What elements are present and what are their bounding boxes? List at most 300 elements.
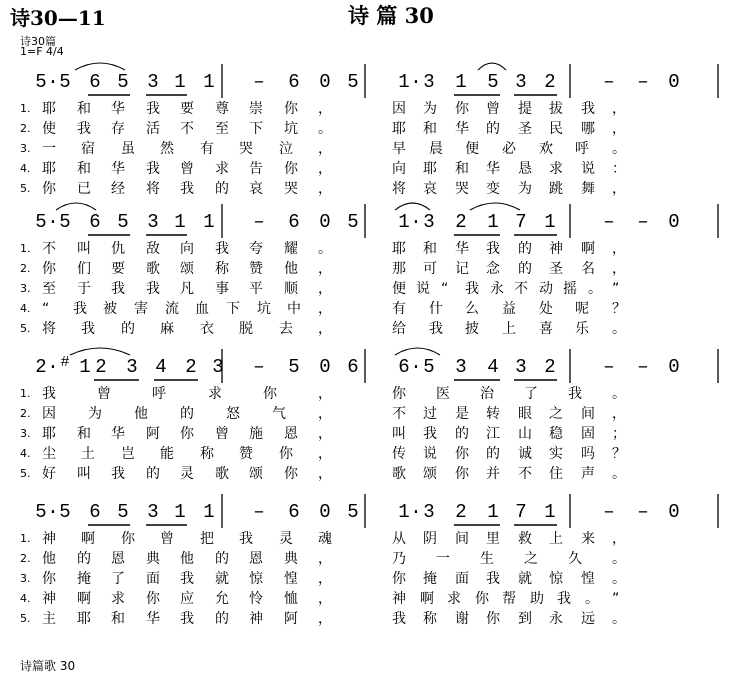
note: 0 [319,501,331,523]
augmentation-dot: · [47,71,59,93]
note: 3 [147,211,159,233]
lyric-char: 远 [581,611,595,627]
note: 1 [203,501,215,523]
lyric-char: 我 [180,611,194,627]
lyric-char: 我 [146,101,160,117]
lyric-char: 呢 [575,301,589,317]
lyric-char: 麻 [160,321,174,337]
lyric-char: 要 [111,261,125,277]
lyric-char: 的 [486,121,500,137]
lyric-char: 啊 [77,591,91,607]
lyric-char: 和 [111,611,125,627]
verse-number: 2. [20,122,31,135]
verse-number: 2. [20,407,31,420]
lyric-char: 面 [455,571,469,587]
verse-number: 1. [20,102,31,115]
lyric-char: 存 [111,121,125,137]
lyric-char: ， [318,446,332,462]
lyric-char: ， [318,426,332,442]
lyric-char: ， [318,571,332,587]
verse-number: 5. [20,467,31,480]
lyric-char: 称 [215,261,229,277]
lyric-char: 不 [518,466,532,482]
slur [395,348,440,355]
augmentation-dot: · [47,501,59,523]
note: – [603,356,615,378]
note: 5 [347,211,359,233]
lyric-char: 神 [249,611,263,627]
lyric-char: 你 [284,161,298,177]
lyric-char: 称 [423,611,437,627]
lyric-char: 声 [581,466,595,482]
lyric-char: 他 [42,551,56,567]
lyric-char: 他 [134,406,148,422]
lyric-char: 。 [612,386,626,402]
augmentation-dot: · [47,356,59,378]
lyric-char: 为 [423,101,437,117]
lyric-char: 因 [42,406,56,422]
note: 5 [347,71,359,93]
verse-number: 3. [20,572,31,585]
lyric-char: 赞 [239,446,253,462]
note: 3 [147,71,159,93]
note: 2 [544,356,556,378]
lyric-char: 哀 [249,181,263,197]
note: 5 [487,71,499,93]
lyric-char: 。 [612,571,626,587]
lyric-char: ” [612,591,620,607]
verse-number: 5. [20,612,31,625]
lyric-char: 提 [518,101,532,117]
lyric-char: 的 [146,466,160,482]
lyric-char: 转 [486,406,500,422]
sharp-sign: # [60,354,70,371]
lyric-char: 崇 [249,101,263,117]
lyric-char: 和 [423,241,437,257]
verse-number: 4. [20,447,31,460]
lyric-char: 那 [392,261,406,277]
lyric-char: 你 [121,531,135,547]
lyric-char: 谢 [455,611,469,627]
lyric-line [0,280,748,300]
lyric-char: 敌 [146,241,160,257]
lyric-char: 医 [436,386,450,402]
lyric-char: 我 [486,571,500,587]
lyric-char: 下 [226,301,240,317]
lyric-char: 之 [549,406,563,422]
lyric-char: 惊 [249,571,263,587]
lyric-char: 你 [455,466,469,482]
lyric-char: 我 [239,531,253,547]
lyric-char: 叫 [77,241,91,257]
note: 1 [455,71,467,93]
lyric-char: 住 [549,466,563,482]
lyric-char: 我 [146,161,160,177]
verse-number: 2. [20,262,31,275]
lyric-char: 怒 [226,406,240,422]
lyric-char: 山 [518,426,532,442]
lyric-char: 和 [77,101,91,117]
lyric-char: 掩 [423,571,437,587]
note: 1 [398,501,410,523]
lyric-char: ， [612,181,626,197]
lyric-char: 歌 [146,261,160,277]
note: 3 [147,501,159,523]
lyric-line [0,425,748,445]
lyric-char: 颂 [249,466,263,482]
lyric-char: 应 [180,591,194,607]
lyric-char: 华 [486,161,500,177]
augmentation-dot: · [410,211,422,233]
lyric-char: 惶 [581,571,595,587]
lyric-char: ， [318,386,332,402]
lyric-char: 来 [581,531,595,547]
lyric-char: 去 [279,321,293,337]
lyric-char: 使 [42,121,56,137]
note: 5 [35,501,47,523]
lyric-char: 耶 [42,101,56,117]
lyric-line [0,100,748,120]
lyric-char: 是 [455,406,469,422]
lyric-char: 华 [455,241,469,257]
lyric-char: ， [318,406,332,422]
note: – [253,71,265,93]
note: 7 [515,501,527,523]
lyric-char: 我 [73,301,87,317]
note: – [253,211,265,233]
note: 5 [117,501,129,523]
lyric-char: 华 [455,121,469,137]
note: 1 [487,211,499,233]
note: 5 [35,211,47,233]
lyric-char: 为 [518,181,532,197]
lyric-char: 么 [465,301,479,317]
lyric-char: 的 [215,611,229,627]
lyric-char: ， [318,181,332,197]
lyric-line [0,300,748,320]
lyric-char: 活 [146,121,160,137]
lyric-char: 你 [279,446,293,462]
psalm-label: 诗30篇 [20,35,56,48]
lyric-char: 泣 [279,141,293,157]
lyric-char: 并 [486,466,500,482]
lyric-char: 向 [392,161,406,177]
slur [470,203,520,210]
note: 6 [288,501,300,523]
lyric-char: 歌 [215,466,229,482]
lyric-char: 施 [249,426,263,442]
note: 5 [423,356,435,378]
lyric-char: 阴 [423,531,437,547]
lyric-char: 。 [585,591,599,607]
lyric-char: 间 [455,531,469,547]
lyric-char: 尊 [215,101,229,117]
lyric-char: 我 [146,281,160,297]
lyric-char: 于 [77,281,91,297]
lyric-char: ， [612,241,626,257]
lyric-char: 灵 [180,466,194,482]
note: 1 [174,211,186,233]
lyric-char: 哪 [581,121,595,137]
lyric-char: 事 [215,281,229,297]
note: 0 [668,71,680,93]
lyric-char: 凡 [180,281,194,297]
lyric-char: 给 [392,321,406,337]
lyric-line [0,445,748,465]
lyric-char: 曾 [180,161,194,177]
lyric-char: 诚 [518,446,532,462]
note: – [637,501,649,523]
page-title: 诗 篇 30 [348,3,434,28]
lyric-char: 。 [612,611,626,627]
note: 0 [668,211,680,233]
lyric-char: 治 [480,386,494,402]
lyric-char: 念 [486,261,500,277]
lyric-char: 。 [318,121,332,137]
lyric-char: 就 [518,571,532,587]
lyric-char: 眼 [518,406,532,422]
lyric-char: 已 [77,181,91,197]
lyric-char: “ [441,281,449,297]
verse-number: 4. [20,592,31,605]
note: 1 [203,71,215,93]
lyric-char: 坑 [257,301,271,317]
note: 1 [174,71,186,93]
lyric-char: 帮 [502,591,516,607]
lyric-char: 有 [392,301,406,317]
footer-caption: 诗篇歌 30 [20,659,76,673]
slur [70,348,130,355]
lyric-char: 披 [465,321,479,337]
lyric-char: 恤 [284,591,298,607]
lyric-char: ， [612,121,626,137]
note: 5 [59,501,71,523]
lyric-char: 岂 [121,446,135,462]
lyric-char: 了 [111,571,125,587]
lyric-char: 求 [549,161,563,177]
lyric-char: 我 [215,241,229,257]
lyric-char: 说 [423,446,437,462]
lyric-char: 哭 [284,181,298,197]
lyric-char: 的 [486,446,500,462]
verse-number: 4. [20,162,31,175]
lyric-char: 曾 [97,386,111,402]
lyric-char: 耀 [284,241,298,257]
lyric-char: 典 [284,551,298,567]
note: 1 [487,501,499,523]
lyric-char: 生 [480,551,494,567]
lyric-line [0,530,748,550]
lyric-char: 跳 [549,181,563,197]
note: 5 [288,356,300,378]
lyric-char: 我 [486,241,500,257]
note: 1 [398,211,410,233]
lyric-char: 永 [490,281,504,297]
lyric-char: 不 [514,281,528,297]
lyric-char: 永 [549,611,563,627]
note: 6 [398,356,410,378]
lyric-char: 救 [518,531,532,547]
song-number-title: 诗30—11 [10,6,106,30]
key-meter: 1=F 4/4 [20,45,64,58]
lyric-char: 和 [455,161,469,177]
lyric-char: 的 [518,241,532,257]
lyric-char: 的 [455,426,469,442]
lyric-char: 舞 [581,181,595,197]
verse-number: 1. [20,387,31,400]
lyric-char: ， [318,591,332,607]
lyric-char: 晨 [429,141,443,157]
lyric-char: 尘 [42,446,56,462]
lyric-char: 宿 [81,141,95,157]
lyric-char: 圣 [518,121,532,137]
lyric-char: 赞 [249,261,263,277]
lyric-line [0,570,748,590]
augmentation-dot: · [410,356,422,378]
note: 6 [89,501,101,523]
lyric-char: ， [318,261,332,277]
lyric-char: 上 [502,321,516,337]
note: 2 [455,501,467,523]
note: 6 [288,211,300,233]
note: 2 [95,356,107,378]
lyric-line [0,590,748,610]
lyric-char: 呼 [575,141,589,157]
lyric-char: ： [612,161,626,177]
lyric-line [0,550,748,570]
lyric-char: 曾 [215,426,229,442]
note: 6 [89,71,101,93]
slur [56,203,96,210]
lyric-char: 便 [465,141,479,157]
lyric-char: 拔 [549,101,563,117]
lyric-char: 喜 [539,321,553,337]
note: 0 [668,356,680,378]
lyric-char: 把 [200,531,214,547]
lyric-char: 我 [429,321,443,337]
note: 0 [319,71,331,93]
note: 5 [59,211,71,233]
lyric-char: 允 [215,591,229,607]
slur [395,203,430,210]
note: – [603,501,615,523]
lyric-char: ？ [612,301,626,317]
lyric-char: 恳 [518,161,532,177]
lyric-line [0,385,748,405]
verse-number: 3. [20,142,31,155]
note: 5 [117,211,129,233]
lyric-char: ， [318,141,332,157]
note: – [603,211,615,233]
augmentation-dot: · [410,71,422,93]
lyric-char: 恩 [249,551,263,567]
note: 3 [423,501,435,523]
lyric-char: 歌 [392,466,406,482]
verse-number: 3. [20,427,31,440]
lyric-char: 至 [42,281,56,297]
note: – [637,356,649,378]
note: – [637,211,649,233]
lyric-char: 民 [549,121,563,137]
note: 4 [155,356,167,378]
lyric-char: 我 [423,426,437,442]
lyric-char: ， [612,531,626,547]
lyric-char: 我 [81,321,95,337]
lyric-char: 江 [486,426,500,442]
lyric-char: 的 [121,321,135,337]
lyric-char: 你 [284,466,298,482]
lyric-char: 我 [392,611,406,627]
lyric-char: 神 [549,241,563,257]
lyric-char: 的 [77,551,91,567]
lyric-char: ， [318,161,332,177]
lyric-char: 我 [42,386,56,402]
lyric-char: 你 [475,591,489,607]
lyric-char: 记 [455,261,469,277]
lyric-char: 。 [612,466,626,482]
lyric-line [0,240,748,260]
lyric-char: 哀 [423,181,437,197]
lyric-char: 平 [249,281,263,297]
lyric-char: 神 [392,591,406,607]
lyric-char: 脱 [239,321,253,337]
lyric-char: 必 [502,141,516,157]
lyric-char: 。 [612,321,626,337]
lyric-char: 的 [180,406,194,422]
note: 5 [59,71,71,93]
note: 2 [35,356,47,378]
lyric-char: 什 [429,301,443,317]
note: 1 [174,501,186,523]
lyric-char: 求 [111,591,125,607]
note: 7 [515,211,527,233]
lyric-char: 耶 [392,121,406,137]
lyric-char: 阿 [284,611,298,627]
note: 5 [35,71,47,93]
lyric-char: 动 [539,281,553,297]
lyric-char: 。 [588,281,602,297]
note: – [253,356,265,378]
lyric-char: 耶 [42,161,56,177]
lyric-char: 我 [465,281,479,297]
lyric-char: 助 [530,591,544,607]
lyric-char: 呼 [152,386,166,402]
lyric-char: ； [612,426,626,442]
verse-number: 3. [20,282,31,295]
lyric-char: 求 [215,161,229,177]
lyric-char: 和 [423,121,437,137]
note: 5 [117,71,129,93]
lyric-line [0,120,748,140]
lyric-char: 说 [416,281,430,297]
lyric-char: 哭 [455,181,469,197]
augmentation-dot: · [47,211,59,233]
note: 0 [668,501,680,523]
lyric-char: 你 [42,261,56,277]
lyric-char: “ [42,301,50,317]
lyric-char: 间 [581,406,595,422]
lyric-char: 我 [111,466,125,482]
note: 3 [455,356,467,378]
lyric-char: ， [318,101,332,117]
lyric-char: 上 [549,531,563,547]
lyric-char: 阿 [146,426,160,442]
note: 3 [126,356,138,378]
lyric-char: 可 [423,261,437,277]
lyric-char: 向 [180,241,194,257]
lyric-char: 经 [111,181,125,197]
lyric-char: 乐 [575,321,589,337]
